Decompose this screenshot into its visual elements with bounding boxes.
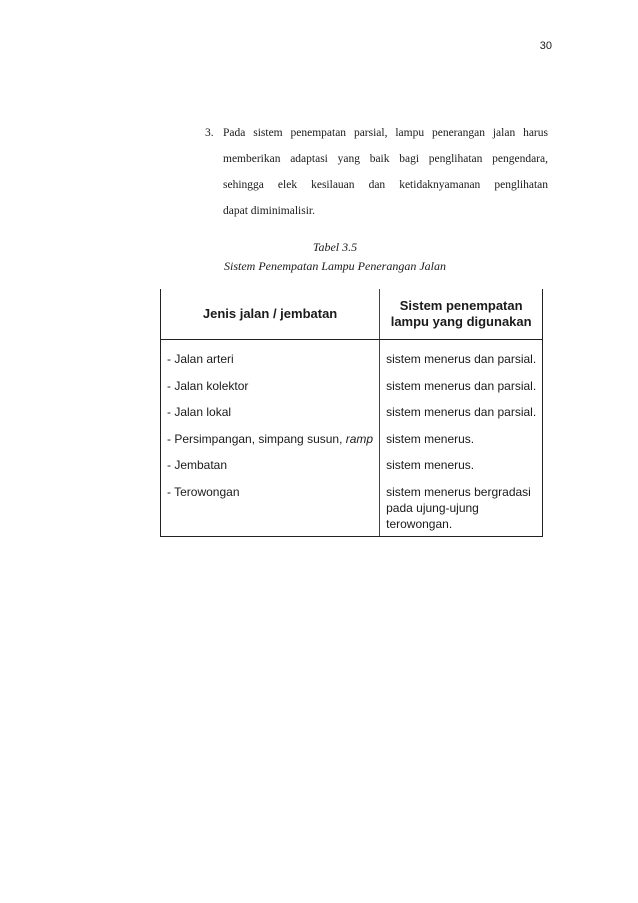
table-header-placement-system: Sistem penempatan lampu yang digunakan [380,289,543,340]
placement-system-column [380,340,543,537]
table-cell-system: sistem menerus. [386,431,475,446]
table-cell-system: sistem menerus dan parsial. [386,378,537,393]
table-header-road-type: Jenis jalan / jembatan [161,289,380,340]
lamp-placement-table [160,289,543,537]
table-cell-system: sistem menerus bergradasi pada ujung-ujung terowongan. [386,484,531,531]
table-cell-road-type: - Jalan arteri [167,352,234,366]
list-item [205,120,548,224]
road-type-italic-text: ramp [345,431,374,446]
table-cell-system: sistem menerus. [386,458,475,472]
page-number: 30 [539,40,552,52]
table-title: Tabel 3.5 [312,240,358,254]
list-item-line: Pada sistem penempatan parsial, lampu penerangan jalan harus [223,127,548,139]
road-type-column [161,340,380,537]
road-type-text: - Persimpangan, simpang susun, [167,431,346,446]
table-cell-system: sistem menerus dan parsial. [386,352,537,366]
list-item-line: dapat diminimalisir. [223,205,315,217]
table-cell-road-type: - Terowongan [167,484,240,499]
table-subtitle: Sistem Penempatan Lampu Penerangan Jalan [224,259,446,273]
list-item-number: 3. [205,127,214,139]
table-cell-road-type [167,426,373,453]
table-cell-road-type: - Jembatan [167,458,228,472]
table-cell-system: sistem menerus dan parsial. [386,405,537,419]
list-item-text [223,120,548,224]
table-row [161,340,543,537]
table-cell-road-type: - Jalan kolektor [167,378,249,393]
list-item-line: sehingga elek kesilauan dan ketidaknyamanan penglihatan [223,179,548,191]
list-item-line: memberikan adaptasi yang baik bagi penglihatan pengendara, [223,153,548,165]
table-cell-road-type: - Jalan lokal [167,405,232,419]
